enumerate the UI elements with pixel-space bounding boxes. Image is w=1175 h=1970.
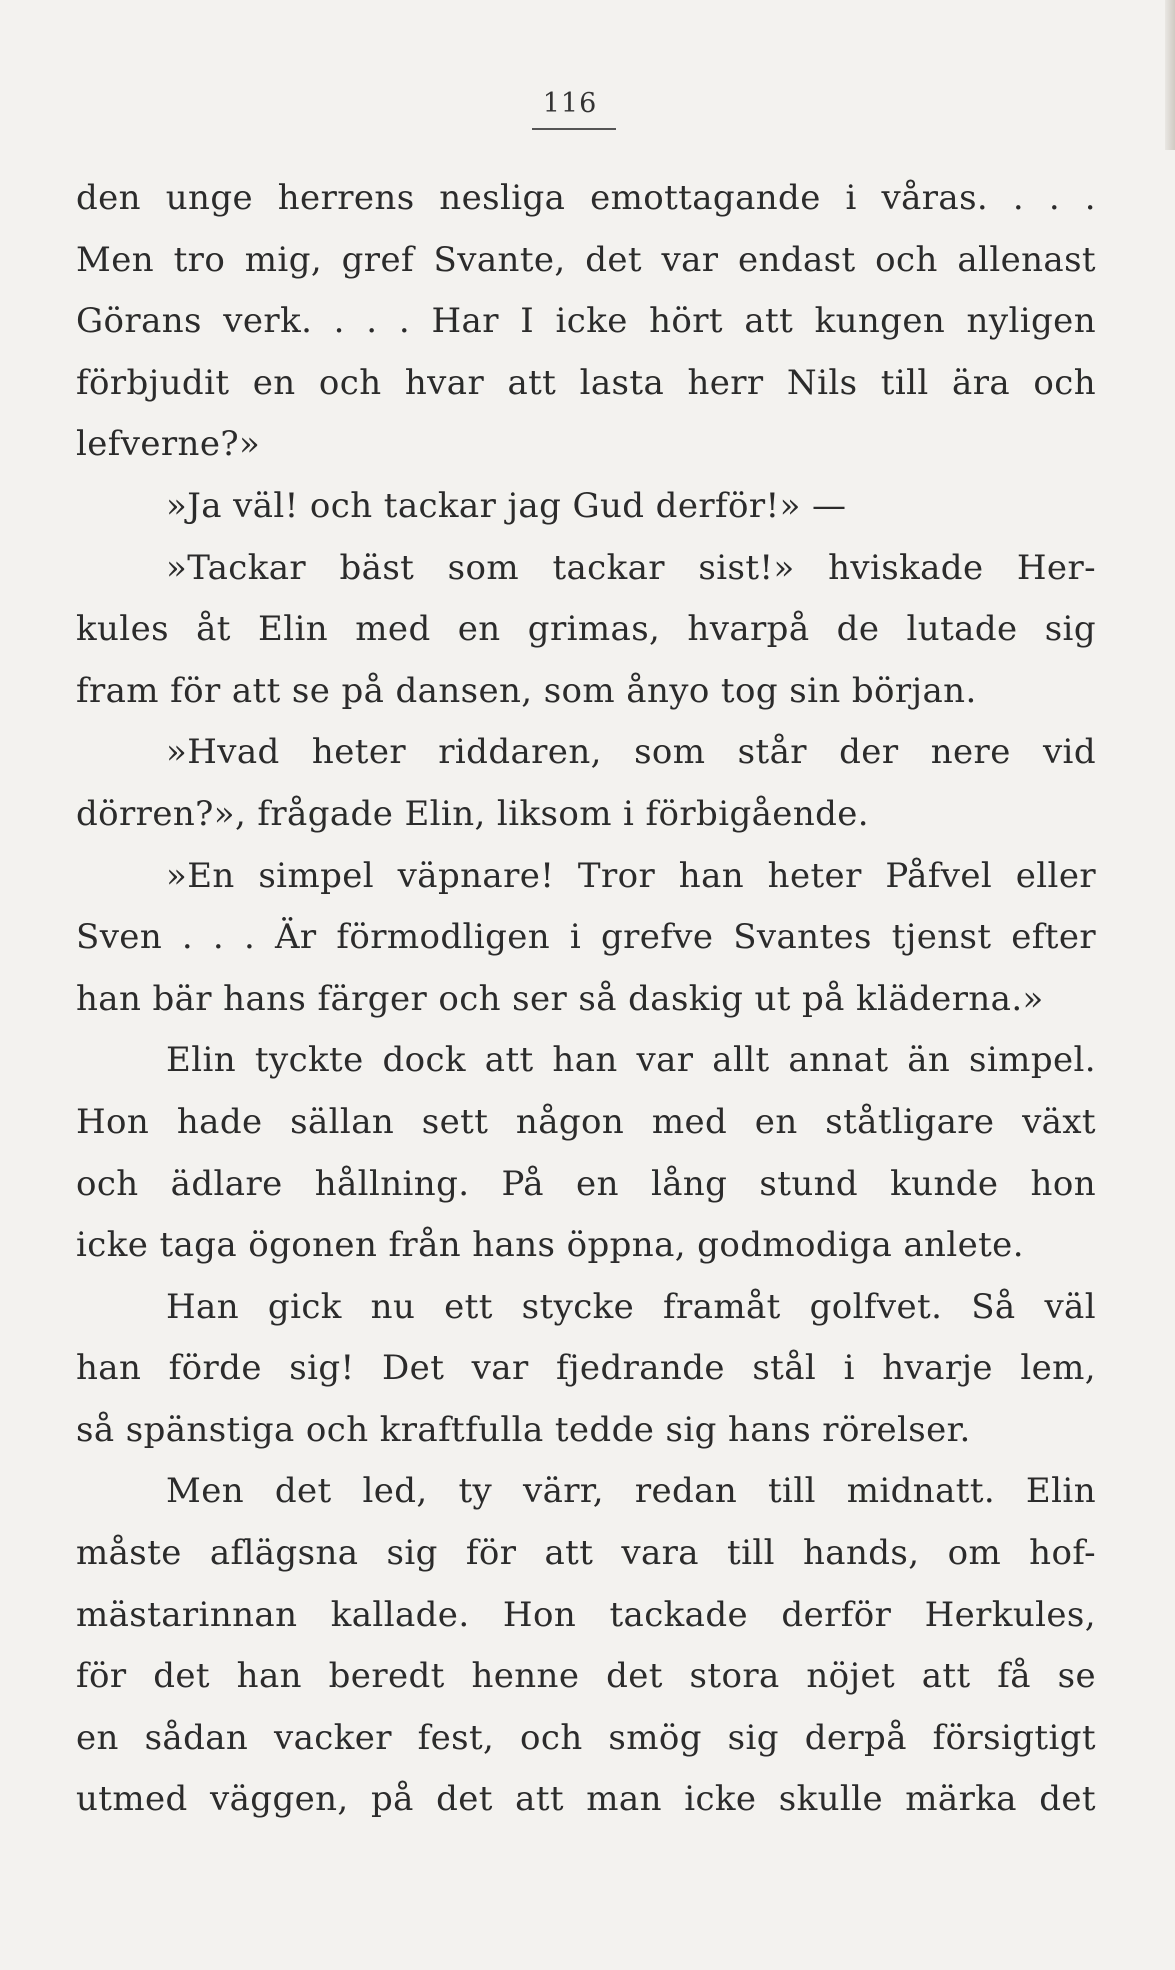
page-edge-shadow (1165, 0, 1175, 150)
text-line: kules åt Elin med en grimas, hvarpå de lutade sig (76, 609, 1096, 650)
text-line: Görans verk. . . . Har I icke hört att kungen nyligen (76, 301, 1096, 342)
text-line: han bär hans färger och ser så daskig ut på kläderna.» (76, 978, 1044, 1019)
page-number-rule (532, 128, 616, 130)
text-line: lefverne?» (76, 424, 261, 465)
text-line: måste aflägsna sig för att vara till hands, om hof- (76, 1533, 1096, 1574)
text-line: Hon hade sällan sett någon med en ståtligare växt (76, 1101, 1096, 1142)
text-line: mästarinnan kallade. Hon tackade derför Herkules, (76, 1594, 1096, 1635)
text-line: och ädlare hållning. På en lång stund kunde hon (76, 1163, 1096, 1204)
text-line: Han gick nu ett stycke framåt golfvet. Så väl (166, 1286, 1096, 1327)
body-text (76, 168, 1096, 1831)
text-line: icke taga ögonen från hans öppna, godmodiga anlete. (76, 1225, 1024, 1266)
text-line: för det han beredt henne det stora nöjet att få se (76, 1656, 1096, 1697)
text-line: så spänstiga och kraftfulla tedde sig hans rörelser. (76, 1409, 971, 1450)
text-line: »Tackar bäst som tackar sist!» hviskade Her- (166, 547, 1096, 588)
text-line: han förde sig! Det var fjedrande stål i hvarje lem, (76, 1348, 1096, 1389)
text-line: dörren?», frågade Elin, liksom i förbigående. (76, 793, 870, 834)
text-line: Men tro mig, gref Svante, det var endast och allenast (76, 239, 1096, 280)
text-line: Men det led, ty värr, redan till midnatt. Elin (166, 1471, 1096, 1512)
text-line: Elin tyckte dock att han var allt annat än simpel. (166, 1040, 1096, 1081)
text-line: en sådan vacker fest, och smög sig derpå försigtigt (76, 1717, 1096, 1758)
text-line: Sven . . . Är förmodligen i grefve Svantes tjenst efter (76, 917, 1096, 958)
text-line: »Hvad heter riddaren, som står der nere vid (166, 732, 1096, 773)
text-line: utmed väggen, på det att man icke skulle märka det (76, 1779, 1096, 1820)
text-line: »En simpel väpnare! Tror han heter Påfvel eller (166, 855, 1096, 896)
text-line: förbjudit en och hvar att lasta herr Nils till ära och (76, 362, 1096, 403)
text-line: den unge herrens nesliga emottagande i våras. . . . (76, 178, 1096, 218)
text-line: »Ja väl! och tackar jag Gud derför!» — (166, 485, 847, 526)
text-line: fram för att se på dansen, som ånyo tog sin början. (76, 670, 977, 711)
page-number: 116 (542, 88, 598, 119)
